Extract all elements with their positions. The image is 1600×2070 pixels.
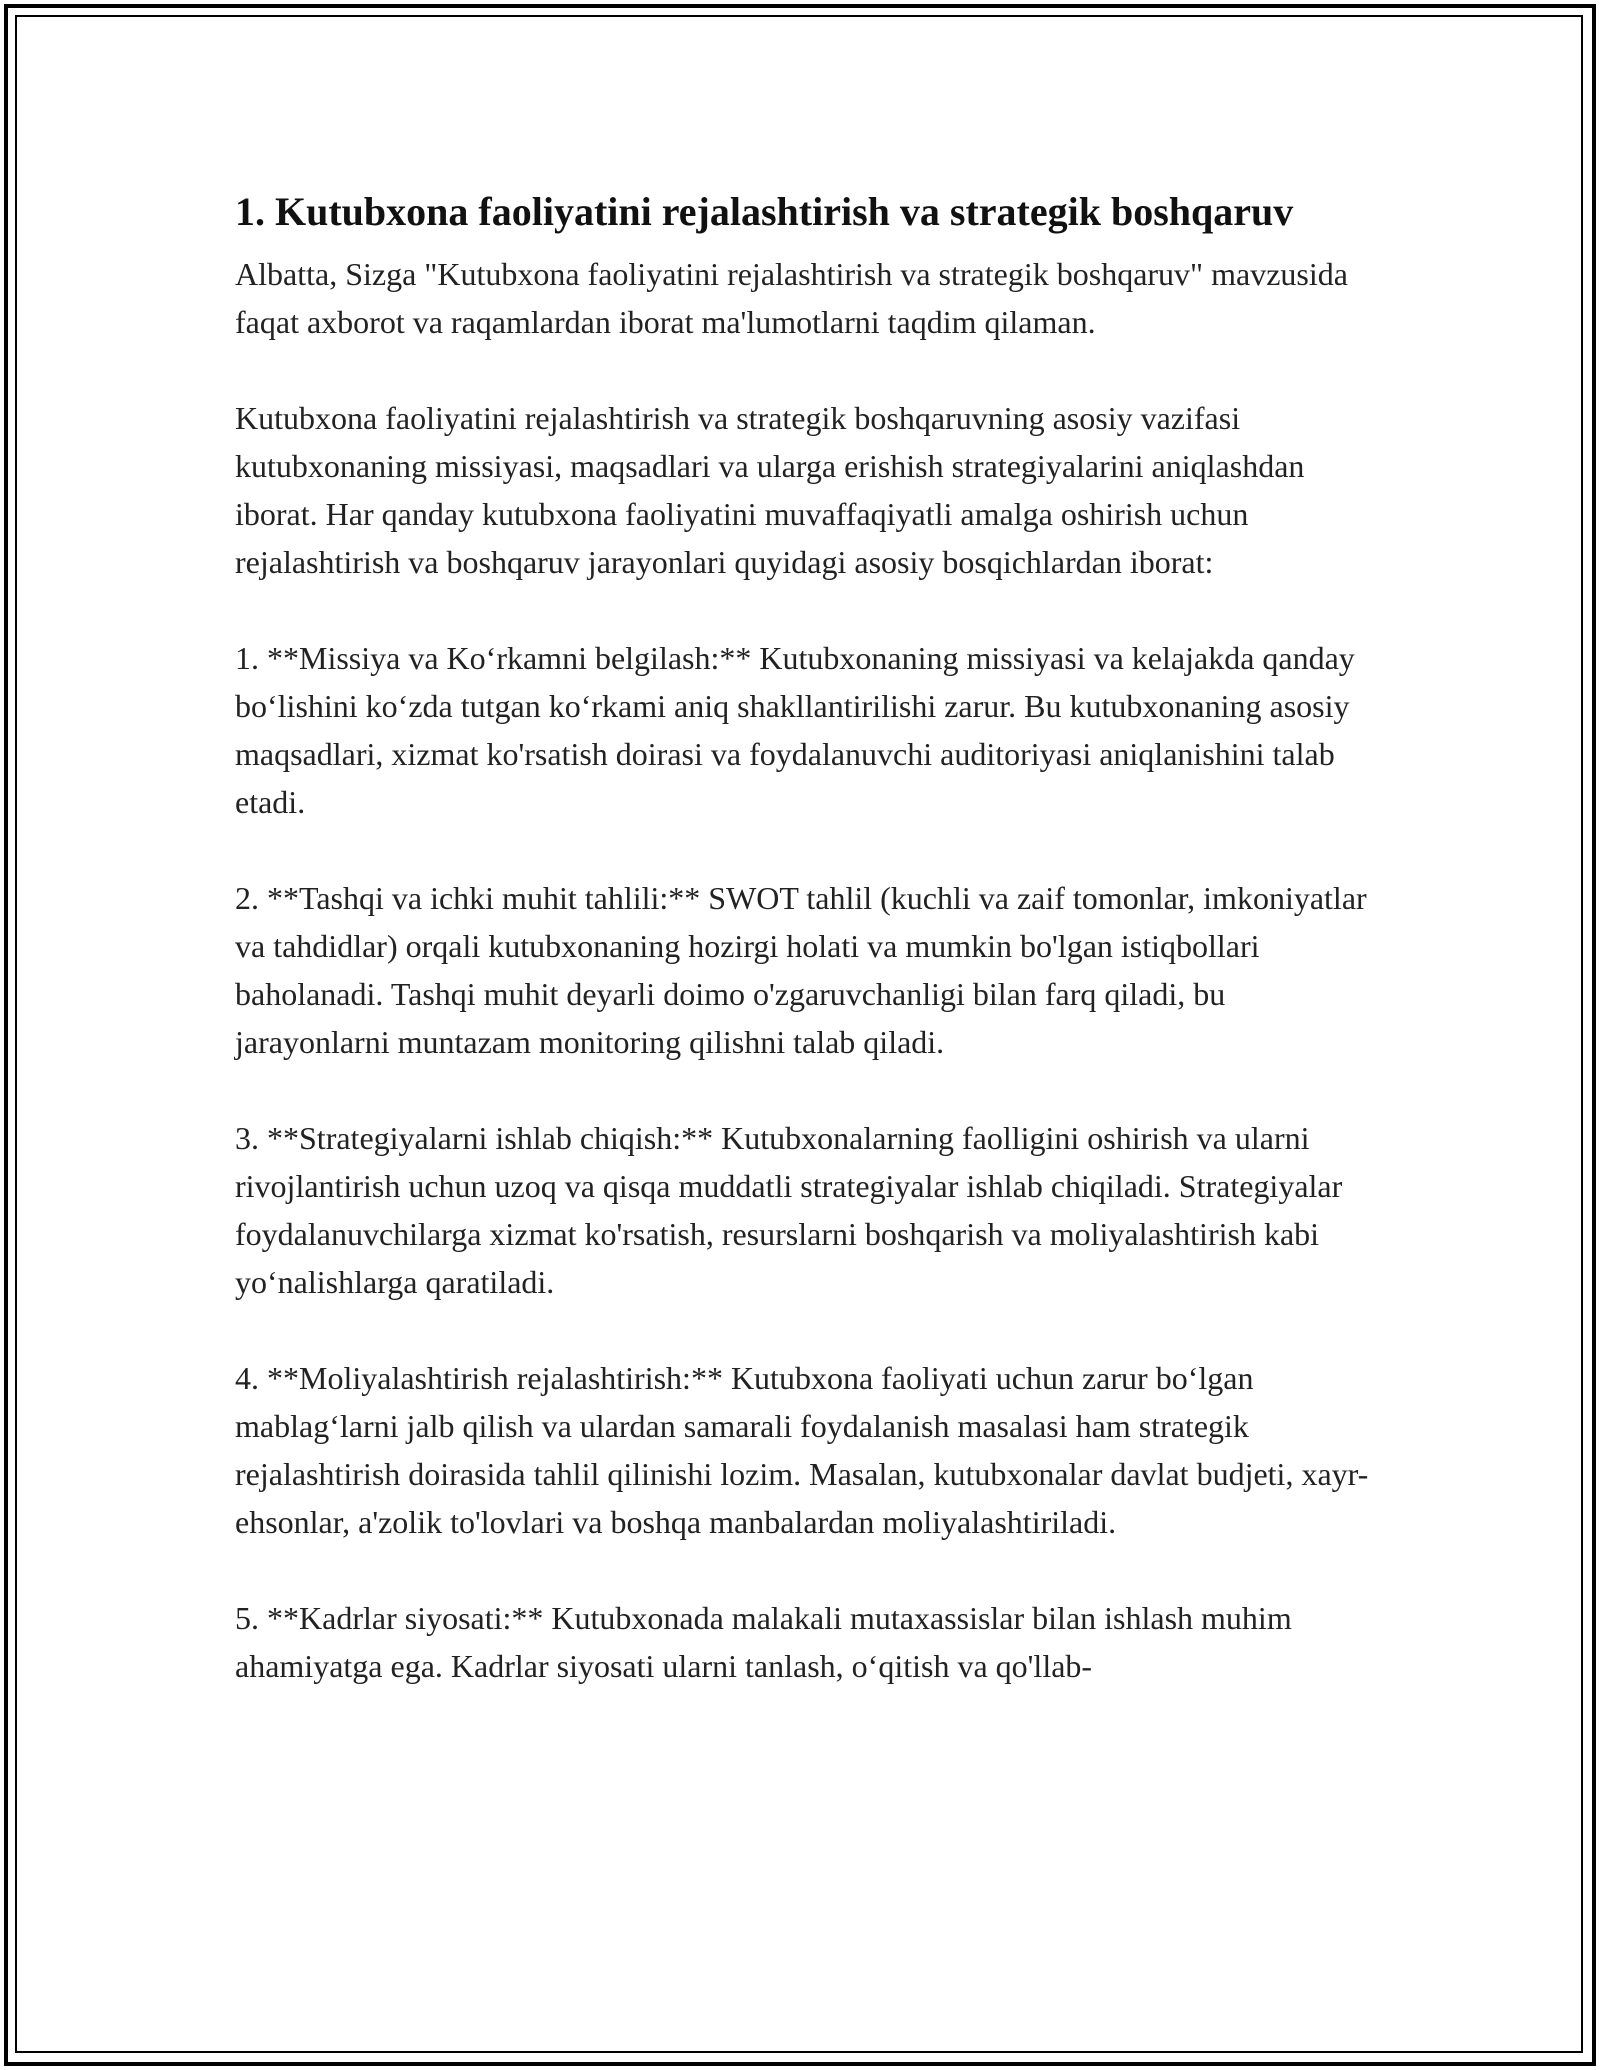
paragraph-step-3: 3. **Strategiyalarni ishlab chiqish:** Kutubxonalarning faolligini oshirish va ularni rivojlantirish uchun uzoq va qisqa muddatli strategiyalar ishlab chiqiladi. Strategiyalar foydalanuvchilarga xizmat ko'rsatish, resurslarni boshqarish va moliyalashtirish kabi yo‘nalishlarga qaratiladi. [235,1120,1343,1300]
document-body [235,180,1380,1738]
paragraph-overview: Kutubxona faoliyatini rejalashtirish va strategik boshqaruvning asosiy vazifasi kutubxonaning missiyasi, maqsadlari va ularga erishish strategiyalarini aniqlashdan iborat. Har qanday kutubxona faoliyatini muvaffaqiyatli amalga oshirish uchun rejalashtirish va boshqaruv jarayonlari quyidagi asosiy bosqichlardan iborat: [235,400,1305,580]
document-title: 1. Kutubxona faoliyatini rejalashtirish va strategik boshqaruv [235,189,1294,234]
paragraph-step-1: 1. **Missiya va Ko‘rkamni belgilash:** Kutubxonaning missiyasi va kelajakda qanday bo‘lishini ko‘zda tutgan ko‘rkami aniq shakllantirilishi zarur. Bu kutubxonaning asosiy maqsadlari, xizmat ko'rsatish doirasi va foydalanuvchi auditoriyasi aniqlanishini talab etadi. [235,640,1355,820]
paragraph-step-2: 2. **Tashqi va ichki muhit tahlili:** SWOT tahlil (kuchli va zaif tomonlar, imkoniyatlar va tahdidlar) orqali kutubxonaning hozirgi holati va mumkin bo'lgan istiqbollari baholanadi. Tashqi muhit deyarli doimo o'zgaruvchanligi bilan farq qiladi, bu jarayonlarni muntazam monitoring qilishni talab qiladi. [235,880,1367,1060]
paragraph-step-4: 4. **Moliyalashtirish rejalashtirish:** Kutubxona faoliyati uchun zarur bo‘lgan mablag‘larni jalb qilish va ulardan samarali foydalanish masalasi ham strategik rejalashtirish doirasida tahlil qilinishi lozim. Masalan, kutubxonalar davlat budjeti, xayr-ehsonlar, a'zolik to'lovlari va boshqa manbalardan moliyalashtiriladi. [235,1360,1369,1540]
paragraph-intro: Albatta, Sizga "Kutubxona faoliyatini rejalashtirish va strategik boshqaruv" mavzusida faqat axborot va raqamlardan iborat ma'lumotlarni taqdim qilaman. [235,256,1348,340]
paragraph-step-5: 5. **Kadrlar siyosati:** Kutubxonada malakali mutaxassislar bilan ishlash muhim ahamiyatga ega. Kadrlar siyosati ularni tanlash, o‘qitish va qo'llab- [235,1600,1292,1684]
